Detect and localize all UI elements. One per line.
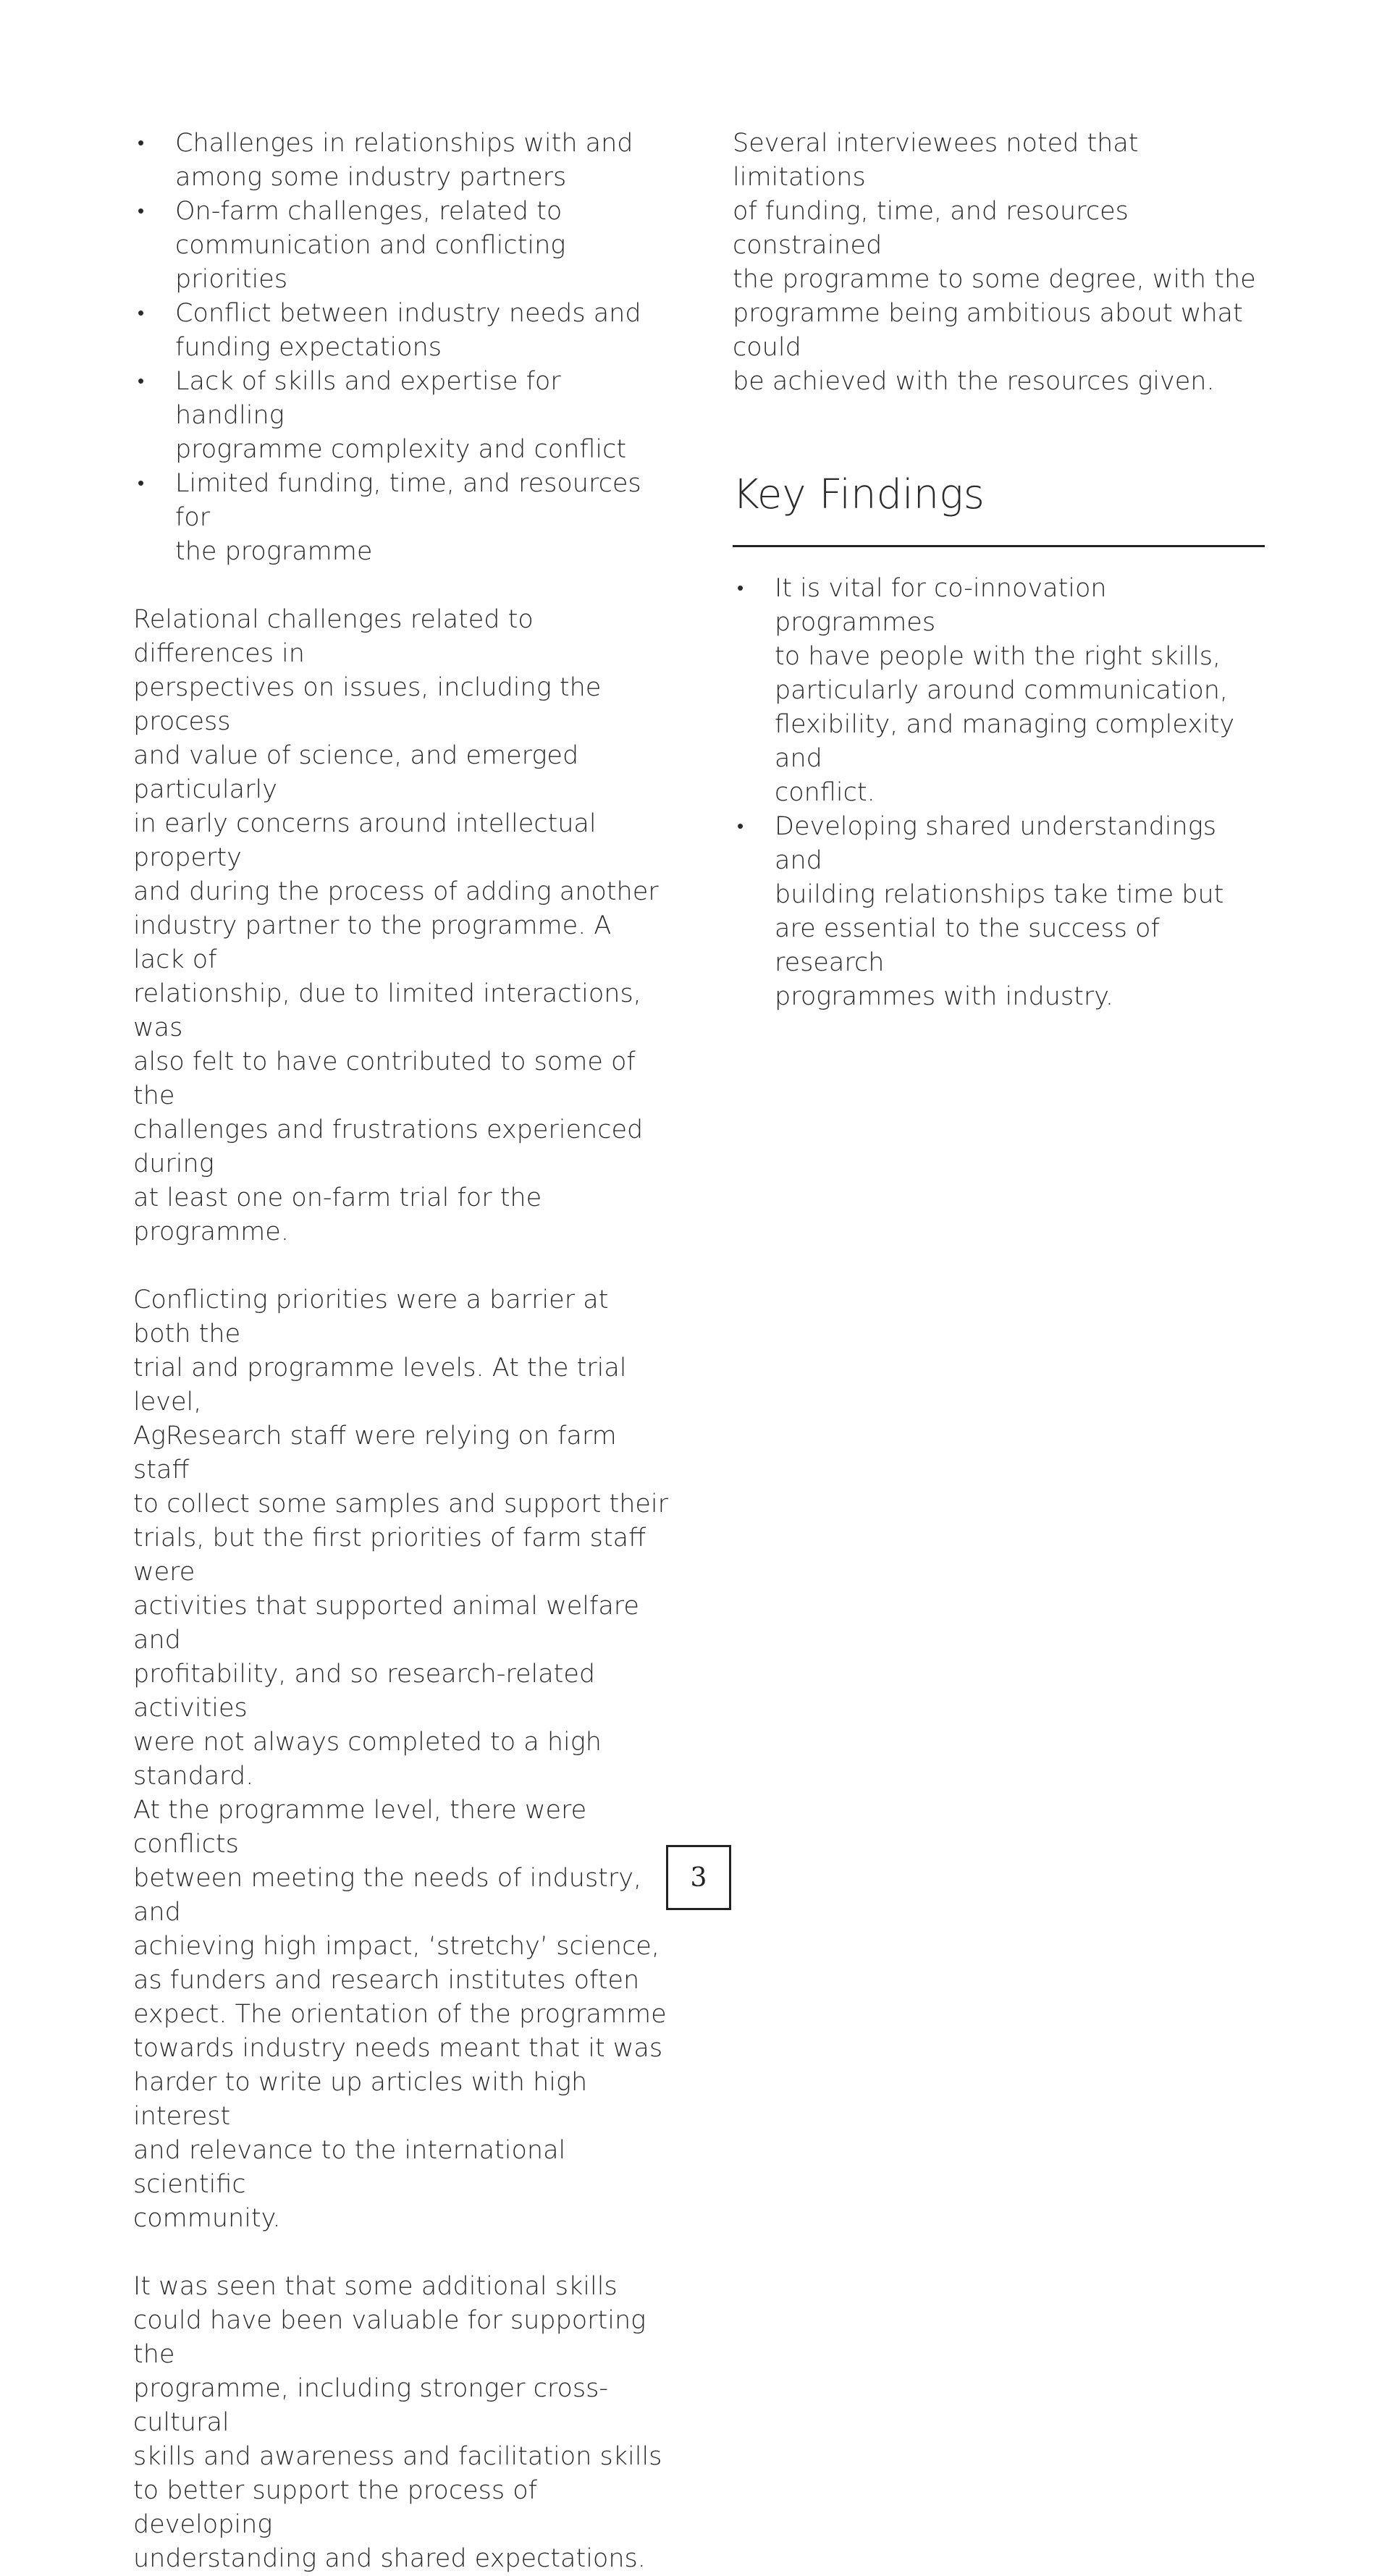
bullet-icon: • <box>138 473 145 494</box>
list-item: • Conflict between industry needs and funding expectations <box>133 297 669 365</box>
additional-skills-paragraph: It was seen that some additional skills could have been valuable for supporting the programme, including stronger cross-cultural skills and awareness and facilitation skills to better support the process of developing understanding and shared expectations. <box>133 2272 662 2573</box>
list-item: • Developing shared understandings and building relationships take time but are essential to the success of research programmes with industry. <box>733 810 1268 1014</box>
bullet-icon: • <box>737 578 744 599</box>
bullet-icon: • <box>138 303 145 324</box>
list-item: • Limited funding, time, and resources for the programme <box>133 467 669 569</box>
list-item: • It is vital for co-innovation programmes to have people with the right skills, particularly around communication, flexibility, and managing complexity and conflict. <box>733 572 1268 810</box>
right-column <box>733 127 1268 1014</box>
list-item: • Lack of skills and expertise for handling programme complexity and conflict <box>133 365 669 467</box>
challenges-list <box>133 127 669 569</box>
left-column <box>133 127 669 2576</box>
relational-challenges-paragraph: Relational challenges related to differences in perspectives on issues, including the process and value of science, and emerged particularly in early concerns around intellectual property and during the process of adding another industry partner to the programme. A lack of relationship, due to limited interactions, was also felt to have contributed to some of the challenges and frustrations experienced during at least one on-farm trial for the programme. <box>133 605 659 1246</box>
list-item: • Challenges in relationships with and among some industry partners <box>133 127 669 195</box>
list-item: • On-farm challenges, related to communication and conflicting priorities <box>133 195 669 297</box>
limitations-paragraph: Several interviewees noted that limitations of funding, time, and resources constrained the programme to some degree, with the programme being ambitious about what could be achieved with the resources given. <box>733 129 1256 396</box>
page-number: 3 <box>666 1845 731 1910</box>
bullet-icon: • <box>138 200 145 222</box>
conflicting-priorities-paragraph: Conflicting priorities were a barrier at both the trial and programme levels. At the trial level, AgResearch staff were relying on farm staff to collect some samples and support their trials, but the first priorities of farm staff were activities that supported animal welfare and profitability, and so research-related activities were not always completed to a high standard. At the programme level, there were conflicts between meeting the needs of industry, and achieving high impact, ‘stretchy’ science, as funders and research institutes often expect. The orientation of the programme towards industry needs meant that it was harder to write up articles with high interest and relevance to the international scientific community. <box>133 1285 669 2233</box>
bullet-icon: • <box>138 371 145 392</box>
bullet-icon: • <box>737 816 744 837</box>
key-findings-list <box>733 572 1268 1014</box>
heading-divider <box>733 545 1265 547</box>
key-findings-heading: Key Findings <box>733 471 985 518</box>
bullet-icon: • <box>138 132 145 154</box>
